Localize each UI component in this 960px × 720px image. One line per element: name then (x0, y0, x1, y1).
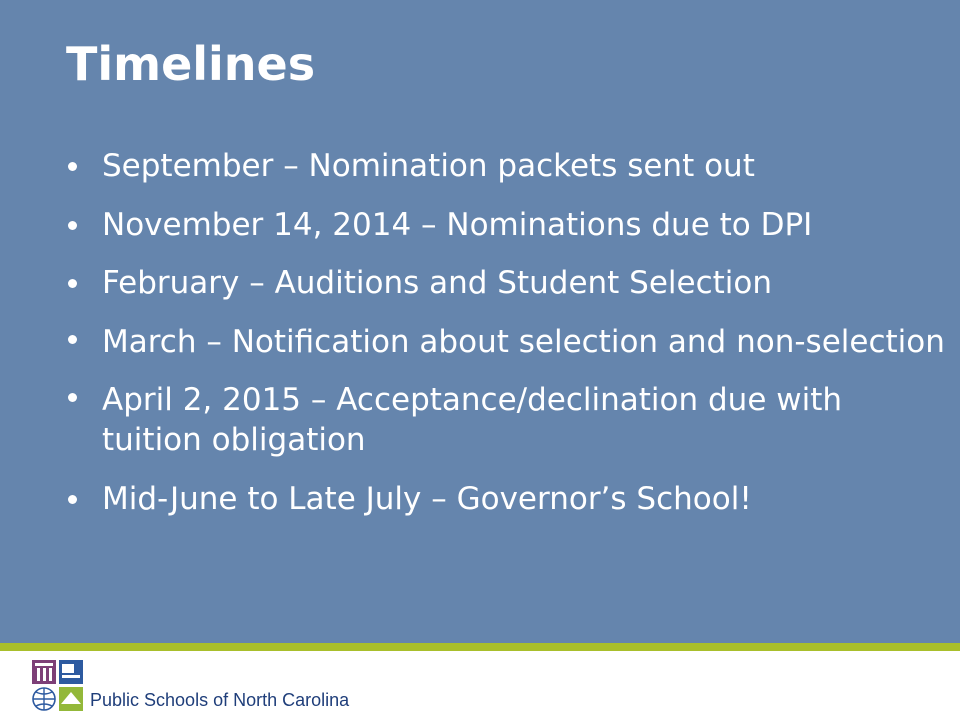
org-name: Public Schools of North Carolina (90, 690, 350, 710)
list-item (66, 377, 946, 463)
bullet-text: Mid-June to Late July – Governor’s School! (102, 480, 752, 517)
bullet-text: March – Notification about selection and non-selection (102, 323, 945, 360)
list-item (66, 260, 946, 306)
dpi-logo-icon (32, 660, 84, 712)
slide-title: Timelines (66, 37, 316, 91)
bullet-icon (68, 335, 77, 344)
footer (0, 651, 960, 720)
accent-stripe (0, 643, 960, 651)
bullet-icon (68, 393, 77, 402)
list-item (66, 319, 946, 365)
bullet-icon (68, 162, 77, 171)
bullet-text: September – Nomination packets sent out (102, 148, 755, 184)
list-item (66, 476, 946, 522)
bullet-text: February – Auditions and Student Selection (102, 265, 773, 301)
bullet-text: April 2, 2015 – Acceptance/declination due with tuition obligation (102, 382, 843, 458)
bullet-list (66, 143, 946, 534)
bullet-text: November 14, 2014 – Nominations due to DPI (102, 206, 813, 243)
list-item (66, 202, 946, 248)
bullet-icon (68, 221, 77, 230)
list-item (66, 143, 946, 189)
bullet-icon (68, 495, 77, 504)
bullet-icon (68, 279, 77, 288)
